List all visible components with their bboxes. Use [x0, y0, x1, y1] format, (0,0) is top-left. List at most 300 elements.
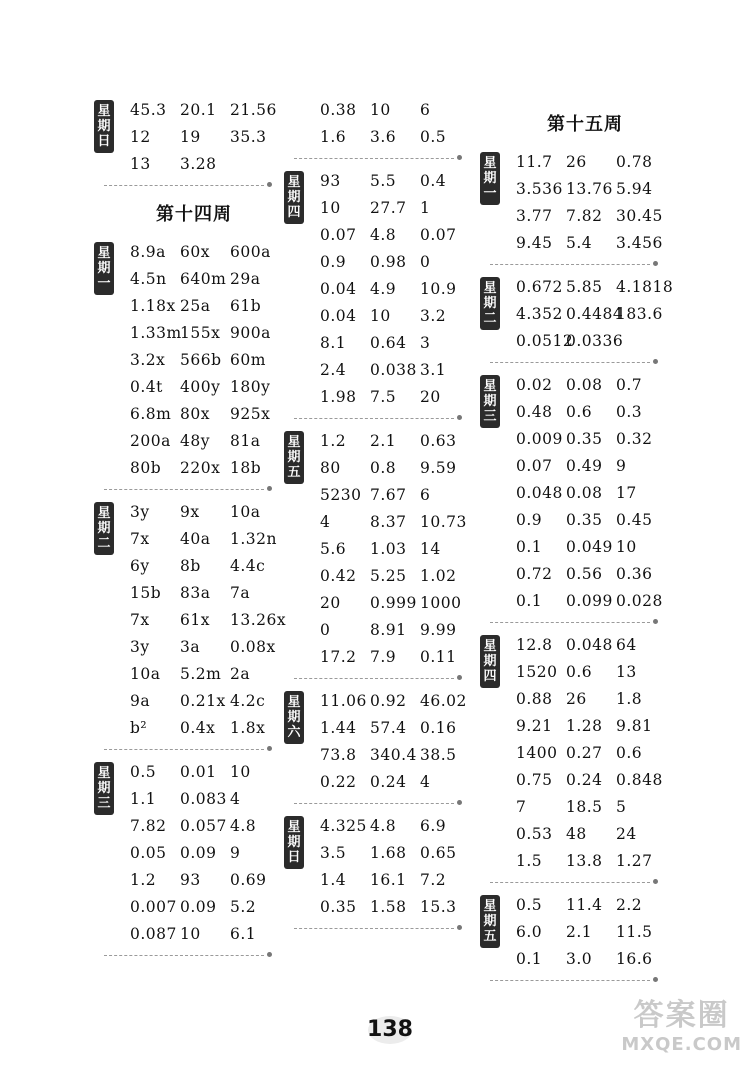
answer-cell: 4: [230, 789, 241, 808]
answer-cell: 0.72: [516, 564, 553, 583]
answer-cell: 0.672: [516, 277, 563, 296]
answer-row: [320, 643, 484, 670]
answer-row: [516, 175, 690, 202]
answer-cell: 3.28: [180, 154, 217, 173]
answer-cell: 183.6: [616, 304, 663, 323]
day-label: 星 期 二: [94, 502, 114, 555]
answer-cell: 0.11: [420, 647, 457, 666]
answer-cell: 0.009: [516, 429, 563, 448]
answer-cell: 3.456: [616, 233, 663, 252]
day-label: 星 期 日: [284, 816, 304, 869]
day-block: [480, 273, 690, 354]
answer-cell: 0.9: [516, 510, 543, 529]
answer-cell: 1.68: [370, 843, 407, 862]
answer-cell: 0.24: [566, 770, 603, 789]
answer-cell: 200a: [130, 431, 171, 450]
answer-row: [320, 302, 484, 329]
answer-cell: 48y: [180, 431, 210, 450]
answer-row: [130, 123, 294, 150]
answer-row: [516, 371, 690, 398]
answer-cell: 0.048: [516, 483, 563, 502]
answer-cell: 3.2: [420, 306, 447, 325]
answer-row: [516, 506, 690, 533]
answer-cell: 0.0336: [566, 331, 624, 350]
answer-cell: 9.45: [516, 233, 553, 252]
answer-row: [320, 535, 484, 562]
answer-cell: 64: [616, 635, 637, 654]
answer-cell: 0.35: [566, 510, 603, 529]
answer-row: [130, 265, 294, 292]
answer-cell: 10: [370, 100, 391, 119]
day-block: [94, 96, 294, 177]
answer-row: [130, 579, 294, 606]
answer-cell: 0.08: [566, 483, 603, 502]
answer-cell: 9a: [130, 691, 151, 710]
answer-cell: 17.2: [320, 647, 357, 666]
answer-cell: 0.63: [420, 431, 457, 450]
answer-cell: 16.6: [616, 949, 653, 968]
answer-cell: 566b: [180, 350, 222, 369]
answer-cell: 0.65: [420, 843, 457, 862]
answer-cell: 10: [230, 762, 251, 781]
answer-cell: 5.85: [566, 277, 603, 296]
answer-cell: 1.6: [320, 127, 347, 146]
answer-cell: 7a: [230, 583, 251, 602]
answer-row: [320, 687, 484, 714]
answer-row: [130, 866, 294, 893]
day-block: [480, 891, 690, 972]
answer-cell: 1.58: [370, 897, 407, 916]
answer-row: [516, 766, 690, 793]
answer-cell: 340.4: [370, 745, 417, 764]
answer-cell: 0.4x: [180, 718, 216, 737]
answer-row: [320, 893, 484, 920]
answer-cell: 0.56: [566, 564, 603, 583]
answer-row: [320, 96, 484, 123]
day-block: [284, 427, 484, 670]
answer-cell: 0.08: [566, 375, 603, 394]
watermark: [621, 990, 742, 1055]
answer-cell: 9.99: [420, 620, 457, 639]
answer-cell: 0.22: [320, 772, 357, 791]
answer-cell: 0.048: [566, 635, 613, 654]
answer-cell: 0.78: [616, 152, 653, 171]
answer-row: [130, 150, 294, 177]
answer-cell: 925x: [230, 404, 271, 423]
day-block: [94, 758, 294, 947]
answer-cell: 0.45: [616, 510, 653, 529]
answer-cell: 0.07: [320, 225, 357, 244]
answer-row: [130, 96, 294, 123]
answer-row: [516, 793, 690, 820]
day-block: [480, 148, 690, 256]
answer-row: [130, 920, 294, 947]
answer-cell: 17: [616, 483, 637, 502]
answer-cell: 5.6: [320, 539, 347, 558]
answer-cell: 1520: [516, 662, 558, 681]
answer-cell: 1: [420, 198, 431, 217]
answer-row: [130, 525, 294, 552]
answer-cell: 1.1: [130, 789, 157, 808]
answer-cell: 1.2: [320, 431, 347, 450]
day-label: 星 期 一: [480, 152, 500, 205]
answer-cell: 20: [420, 387, 441, 406]
answer-cell: 0.049: [566, 537, 613, 556]
answer-cell: 3a: [180, 637, 201, 656]
answer-cell: 18.5: [566, 797, 603, 816]
answer-cell: 900a: [230, 323, 271, 342]
answer-cell: 4.9: [370, 279, 397, 298]
answer-row: [130, 660, 294, 687]
answer-cell: 0.8: [370, 458, 397, 477]
answer-cell: 13.76: [566, 179, 613, 198]
answer-cell: 13.26x: [230, 610, 287, 629]
answer-row: [320, 839, 484, 866]
answer-cell: 3.77: [516, 206, 553, 225]
answer-cell: 0.038: [370, 360, 417, 379]
answer-cell: 0.5: [516, 895, 543, 914]
day-label: 星 期 一: [94, 242, 114, 295]
answer-cell: 24: [616, 824, 637, 843]
answer-row: [516, 202, 690, 229]
answer-row: [320, 866, 484, 893]
answer-row: [130, 498, 294, 525]
answer-cell: 60x: [180, 242, 210, 261]
answer-cell: 3.2x: [130, 350, 166, 369]
answer-cell: 0.69: [230, 870, 267, 889]
answer-cell: 1.4: [320, 870, 347, 889]
answer-cell: 0.9: [320, 252, 347, 271]
week-title: 第十五周: [547, 114, 623, 135]
answer-cell: 15b: [130, 583, 162, 602]
answer-cell: 4.8: [370, 225, 397, 244]
answer-cell: 25a: [180, 296, 211, 315]
answer-cell: 3: [420, 333, 431, 352]
day-label: 星 期 日: [94, 100, 114, 153]
answer-cell: 57.4: [370, 718, 407, 737]
day-label: 星 期 三: [94, 762, 114, 815]
answer-row: [130, 292, 294, 319]
answer-cell: 2a: [230, 664, 251, 683]
answer-row: [516, 658, 690, 685]
answer-cell: 5.2m: [180, 664, 222, 683]
answer-cell: 4.8: [230, 816, 257, 835]
answer-cell: 1.5: [516, 851, 543, 870]
answer-cell: 35.3: [230, 127, 267, 146]
dashed-divider: [490, 980, 650, 981]
answer-row: [516, 479, 690, 506]
answer-cell: 220x: [180, 458, 221, 477]
answer-cell: 4.8: [370, 816, 397, 835]
answer-cell: 1.03: [370, 539, 407, 558]
answer-cell: 3.1: [420, 360, 447, 379]
answer-cell: 8.91: [370, 620, 407, 639]
answer-cell: 0.028: [616, 591, 663, 610]
answer-row: [320, 454, 484, 481]
answer-cell: 4.325: [320, 816, 367, 835]
answer-cell: 0.08x: [230, 637, 276, 656]
answer-cell: 3.5: [320, 843, 347, 862]
answer-cell: 0.6: [616, 743, 643, 762]
answer-cell: 3y: [130, 637, 150, 656]
answer-row: [130, 346, 294, 373]
answer-cell: 0.09: [180, 843, 217, 862]
answer-row: [130, 427, 294, 454]
answer-cell: 0.848: [616, 770, 663, 789]
answer-row: [516, 398, 690, 425]
answer-row: [516, 560, 690, 587]
answer-cell: 1.28: [566, 716, 603, 735]
answer-cell: 30.45: [616, 206, 663, 225]
answer-row: [320, 812, 484, 839]
answer-row: [516, 452, 690, 479]
answer-cell: 10.9: [420, 279, 457, 298]
answer-cell: 10: [370, 306, 391, 325]
answer-cell: 9x: [180, 502, 200, 521]
answer-cell: 27.7: [370, 198, 407, 217]
answer-cell: 46.02: [420, 691, 467, 710]
answer-cell: 1.8: [616, 689, 643, 708]
answer-cell: 0.057: [180, 816, 227, 835]
answer-cell: 0.16: [420, 718, 457, 737]
day-block: [284, 687, 484, 795]
answer-cell: 0.75: [516, 770, 553, 789]
day-label: 星 期 四: [480, 635, 500, 688]
answer-cell: 19: [180, 127, 201, 146]
answer-cell: 0.42: [320, 566, 357, 585]
answer-cell: 0.04: [320, 306, 357, 325]
answer-cell: 6y: [130, 556, 150, 575]
answer-cell: 1.02: [420, 566, 457, 585]
answer-cell: 80b: [130, 458, 162, 477]
answer-cell: 9.59: [420, 458, 457, 477]
answer-cell: 0.1: [516, 591, 543, 610]
answer-cell: 1.44: [320, 718, 357, 737]
answer-cell: 0.92: [370, 691, 407, 710]
answer-cell: 0.0512: [516, 331, 574, 350]
answer-cell: 15.3: [420, 897, 457, 916]
answer-cell: 21.56: [230, 100, 277, 119]
answer-cell: 0.6: [566, 402, 593, 421]
answer-row: [516, 739, 690, 766]
page-number: 138: [362, 1012, 418, 1048]
answer-cell: 0.7: [616, 375, 643, 394]
answer-cell: 8.37: [370, 512, 407, 531]
answer-cell: 0.88: [516, 689, 553, 708]
answer-cell: 7.5: [370, 387, 397, 406]
answer-cell: 0.32: [616, 429, 653, 448]
answer-cell: 4.5n: [130, 269, 167, 288]
answer-cell: 40a: [180, 529, 211, 548]
answer-row: [320, 248, 484, 275]
answer-cell: 0.099: [566, 591, 613, 610]
answer-row: [130, 400, 294, 427]
answer-cell: 5.2: [230, 897, 257, 916]
answer-cell: 9: [616, 456, 627, 475]
answer-row: [130, 606, 294, 633]
answer-row: [130, 238, 294, 265]
column-middle: [284, 96, 484, 937]
answer-cell: 26: [566, 689, 587, 708]
answer-cell: 1000: [420, 593, 462, 612]
answer-row: [320, 714, 484, 741]
answer-cell: 0.98: [370, 252, 407, 271]
answer-cell: 4.4c: [230, 556, 266, 575]
answer-cell: 5.94: [616, 179, 653, 198]
answer-cell: 7.82: [130, 816, 167, 835]
answer-cell: 0.087: [130, 924, 177, 943]
dashed-divider: [490, 622, 650, 623]
dashed-divider: [104, 489, 264, 490]
answer-cell: 11.06: [320, 691, 367, 710]
answer-cell: 0.53: [516, 824, 553, 843]
answer-cell: 4.1818: [616, 277, 674, 296]
answer-row: [516, 945, 690, 972]
answer-cell: 180y: [230, 377, 271, 396]
answer-row: [516, 300, 690, 327]
answer-cell: 0.5: [130, 762, 157, 781]
answer-cell: 0.21x: [180, 691, 226, 710]
answer-cell: 1.32n: [230, 529, 277, 548]
answer-cell: 1.18x: [130, 296, 176, 315]
answer-cell: 0.35: [566, 429, 603, 448]
answer-cell: 8.1: [320, 333, 347, 352]
answer-cell: 13: [130, 154, 151, 173]
day-label: 星 期 六: [284, 691, 304, 744]
answer-row: [320, 356, 484, 383]
answer-cell: 12: [130, 127, 151, 146]
answer-cell: 3.0: [566, 949, 593, 968]
answer-row: [130, 812, 294, 839]
answer-row: [130, 714, 294, 741]
day-label: 星 期 五: [480, 895, 500, 948]
answer-cell: 8b: [180, 556, 201, 575]
answer-cell: 0.04: [320, 279, 357, 298]
week-title: 第十四周: [156, 204, 232, 225]
answer-row: [516, 533, 690, 560]
answer-cell: 400y: [180, 377, 221, 396]
answer-row: [320, 768, 484, 795]
answer-row: [516, 631, 690, 658]
day-label: 星 期 四: [284, 171, 304, 224]
dashed-divider: [104, 749, 264, 750]
answer-row: [130, 454, 294, 481]
answer-cell: 38.5: [420, 745, 457, 764]
answer-cell: 5230: [320, 485, 362, 504]
answer-cell: 10: [616, 537, 637, 556]
answer-cell: 1.8x: [230, 718, 266, 737]
answer-cell: 5.4: [566, 233, 593, 252]
answer-cell: 10: [180, 924, 201, 943]
answer-row: [130, 758, 294, 785]
answer-cell: 60m: [230, 350, 266, 369]
answer-cell: 48: [566, 824, 587, 843]
answer-cell: 0.4484: [566, 304, 624, 323]
answer-row: [516, 327, 690, 354]
day-block: [480, 631, 690, 874]
answer-cell: 80: [320, 458, 341, 477]
answer-row: [320, 741, 484, 768]
answer-cell: 0.07: [420, 225, 457, 244]
answer-cell: 1.2: [130, 870, 157, 889]
answer-row: [130, 893, 294, 920]
answer-row: [516, 425, 690, 452]
answer-row: [130, 633, 294, 660]
answer-row: [516, 685, 690, 712]
answer-cell: 9.21: [516, 716, 553, 735]
answer-cell: 0.35: [320, 897, 357, 916]
answer-cell: 0.999: [370, 593, 417, 612]
column-left: [94, 96, 294, 964]
watermark-logo-text: 答案圈: [633, 998, 730, 1033]
dashed-divider: [294, 803, 454, 804]
answer-cell: 6: [420, 100, 431, 119]
answer-row: [320, 508, 484, 535]
answer-row: [320, 221, 484, 248]
answer-cell: 16.1: [370, 870, 407, 889]
answer-row: [320, 383, 484, 410]
answer-cell: 4.2c: [230, 691, 266, 710]
answer-cell: 12.8: [516, 635, 553, 654]
answer-cell: 5.25: [370, 566, 407, 585]
answer-cell: 13.8: [566, 851, 603, 870]
day-label: 星 期 三: [480, 375, 500, 428]
answer-cell: 10a: [130, 664, 161, 683]
answer-cell: 0.01: [180, 762, 217, 781]
answer-cell: b²: [130, 718, 148, 737]
answer-row: [320, 562, 484, 589]
answer-cell: 81a: [230, 431, 261, 450]
answer-cell: 7.2: [420, 870, 447, 889]
answer-cell: 0.64: [370, 333, 407, 352]
answer-cell: 10.73: [420, 512, 467, 531]
answer-cell: 7.67: [370, 485, 407, 504]
day-block: [284, 167, 484, 410]
answer-row: [130, 839, 294, 866]
answer-cell: 73.8: [320, 745, 357, 764]
answer-cell: 4: [420, 772, 431, 791]
answer-row: [516, 273, 690, 300]
answer-cell: 0: [420, 252, 431, 271]
answer-cell: 5: [616, 797, 627, 816]
dashed-divider: [104, 955, 264, 956]
answer-row: [516, 148, 690, 175]
answer-row: [320, 275, 484, 302]
answer-row: [320, 427, 484, 454]
answer-cell: 9.81: [616, 716, 653, 735]
answer-cell: 61b: [230, 296, 262, 315]
dashed-divider: [294, 158, 454, 159]
answer-row: [130, 552, 294, 579]
day-block: [94, 498, 294, 741]
answer-cell: 18b: [230, 458, 262, 477]
answer-cell: 3.536: [516, 179, 563, 198]
answer-row: [516, 847, 690, 874]
answer-row: [320, 123, 484, 150]
answer-cell: 155x: [180, 323, 221, 342]
answer-cell: 11.4: [566, 895, 603, 914]
answer-cell: 6.1: [230, 924, 257, 943]
answer-cell: 93: [180, 870, 201, 889]
answer-cell: 2.1: [370, 431, 397, 450]
answer-row: [320, 481, 484, 508]
answer-cell: 14: [420, 539, 441, 558]
answer-cell: 0.09: [180, 897, 217, 916]
answer-row: [320, 589, 484, 616]
answer-cell: 5.5: [370, 171, 397, 190]
answer-row: [516, 229, 690, 256]
answer-cell: 8.9a: [130, 242, 166, 261]
